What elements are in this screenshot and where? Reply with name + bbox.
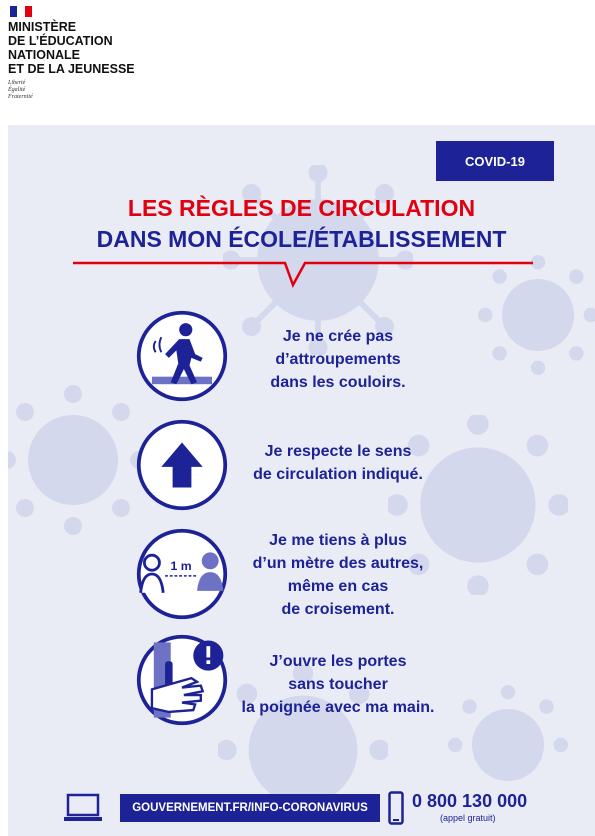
rule-line: d’un mètre des autres,: [252, 555, 424, 572]
rule-line: Je respecte le sens: [264, 443, 412, 460]
info-url: GOUVERNEMENT.FR/INFO-CORONAVIRUS: [120, 794, 380, 822]
rule-text-3: [208, 529, 468, 621]
rule-text-4: [208, 650, 468, 719]
ministry-line: MINISTÈRE: [8, 20, 77, 34]
rule-line: dans les couloirs.: [270, 374, 406, 391]
motto-line: Égalité: [8, 87, 26, 93]
rule-line: d’attroupements: [275, 351, 401, 368]
ministry-line: NATIONALE: [8, 48, 80, 62]
rule-line: la poignée avec ma main.: [241, 699, 435, 716]
ministry-line: ET DE LA JEUNESSE: [8, 62, 135, 76]
distance-label: 1 m: [170, 559, 192, 574]
rule-line: même en cas: [287, 578, 389, 595]
phone-note: (appel gratuit): [440, 813, 496, 823]
rule-line: Je ne crée pas: [282, 328, 394, 345]
speech-bubble-line: [73, 255, 533, 291]
phone-icon: [388, 791, 404, 825]
poster: [8, 125, 595, 836]
laptop-icon: [63, 793, 103, 823]
rule-line: J’ouvre les portes: [269, 653, 407, 670]
french-flag-logo: [10, 6, 32, 17]
rule-line: de croisement.: [281, 601, 395, 618]
title-line-1: LES RÈGLES DE CIRCULATION: [127, 195, 476, 221]
rule-line: sans toucher: [288, 676, 388, 693]
republic-motto: [8, 80, 33, 101]
virus-decoration-icon: [8, 385, 148, 535]
motto-line: Liberté: [8, 80, 26, 86]
title-line-2: DANS MON ÉCOLE/ÉTABLISSEMENT: [96, 226, 507, 252]
motto-line: Fraternité: [8, 94, 33, 100]
header: [0, 0, 595, 120]
covid-badge: COVID-19: [436, 141, 554, 181]
rule-line: de circulation indiqué.: [253, 466, 423, 483]
rule-line: Je me tiens à plus: [269, 532, 407, 549]
ministry-name: [8, 20, 135, 76]
ministry-line: DE L’ÉDUCATION: [8, 34, 113, 48]
rule-text-1: [208, 325, 468, 394]
rule-text-2: [208, 440, 468, 486]
phone-number: 0 800 130 000: [412, 791, 528, 811]
